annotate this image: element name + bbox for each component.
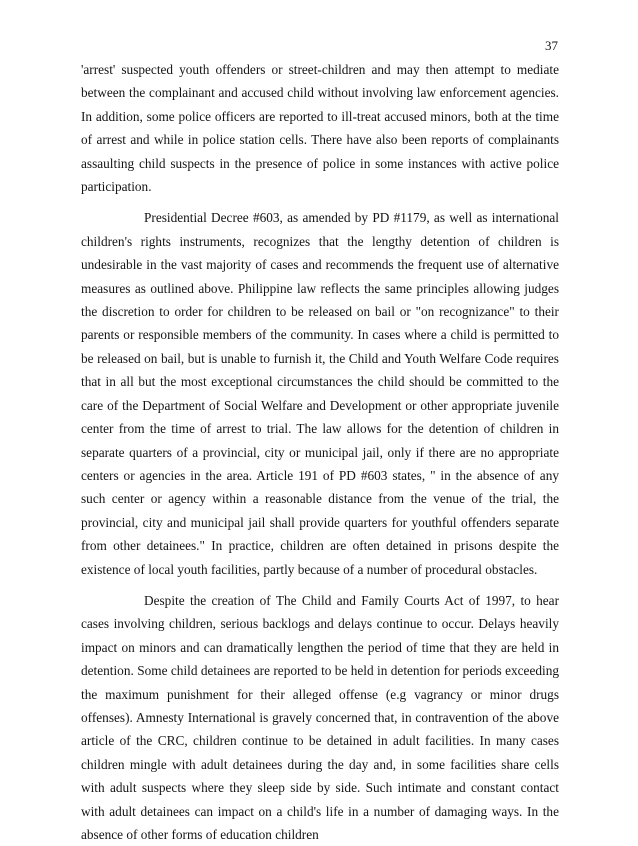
- page-number: 37: [545, 38, 558, 53]
- paragraph-presidential-decree: Presidential Decree #603, as amended by PD #1179, as well as international children's rights instruments, recognizes that the lengthy detention of children is undesirable in the vast majority of cases and recommends the frequent use of alternative measures as outlined above. Philippine law reflects the same principles allowing judges the discretion to order for children to be released on bail or "on recognizance" to their parents or responsible members of the community. In cases where a child is permitted to be released on bail, but is unable to furnish it, the Child and Youth Welfare Code requires that in all but the most exceptional circumstances the child should be committed to the care of the Department of Social Welfare and Development or other appropriate juvenile center from the time of arrest to trial. The law allows for the detention of children in separate quarters of a provincial, city or municipal jail, only if there are no appropriate centers or agencies in the area. Article 191 of PD #603 states, " in the absence of any such center or agency within a reasonable distance from the venue of the trial, the provincial, city and municipal jail shall provide quarters for youthful offenders separate from other detainees." In practice, children are often detained in prisons despite the existence of local youth facilities, partly because of a number of procedural obstacles.: [81, 210, 559, 577]
- body-text: [81, 58, 559, 846]
- paragraph-family-courts-act: Despite the creation of The Child and Family Courts Act of 1997, to hear cases involving children, serious backlogs and delays continue to occur. Delays heavily impact on minors and can dramatically lengthen the period of time that they are held in detention. Some child detainees are reported to be held in detention for periods exceeding the maximum punishment for their alleged offense (e.g vagrancy or minor drugs offenses). Amnesty International is gravely concerned that, in contravention of the above article of the CRC, children continue to be detained in adult facilities. In many cases children mingle with adult detainees during the day and, in some facilities share cells with adult suspects where they sleep side by side. Such intimate and constant contact with adult detainees can impact on a child's life in a number of damaging ways. In the absence of other forms of education children: [81, 592, 559, 842]
- paragraph-continuation: 'arrest' suspected youth offenders or street-children and may then attempt to mediate between the complainant and accused child without involving law enforcement agencies. In addition, some police officers are reported to ill-treat accused minors, both at the time of arrest and while in police station cells. There have also been reports of complainants assaulting child suspects in the presence of police in some instances with active police participation.: [81, 62, 559, 195]
